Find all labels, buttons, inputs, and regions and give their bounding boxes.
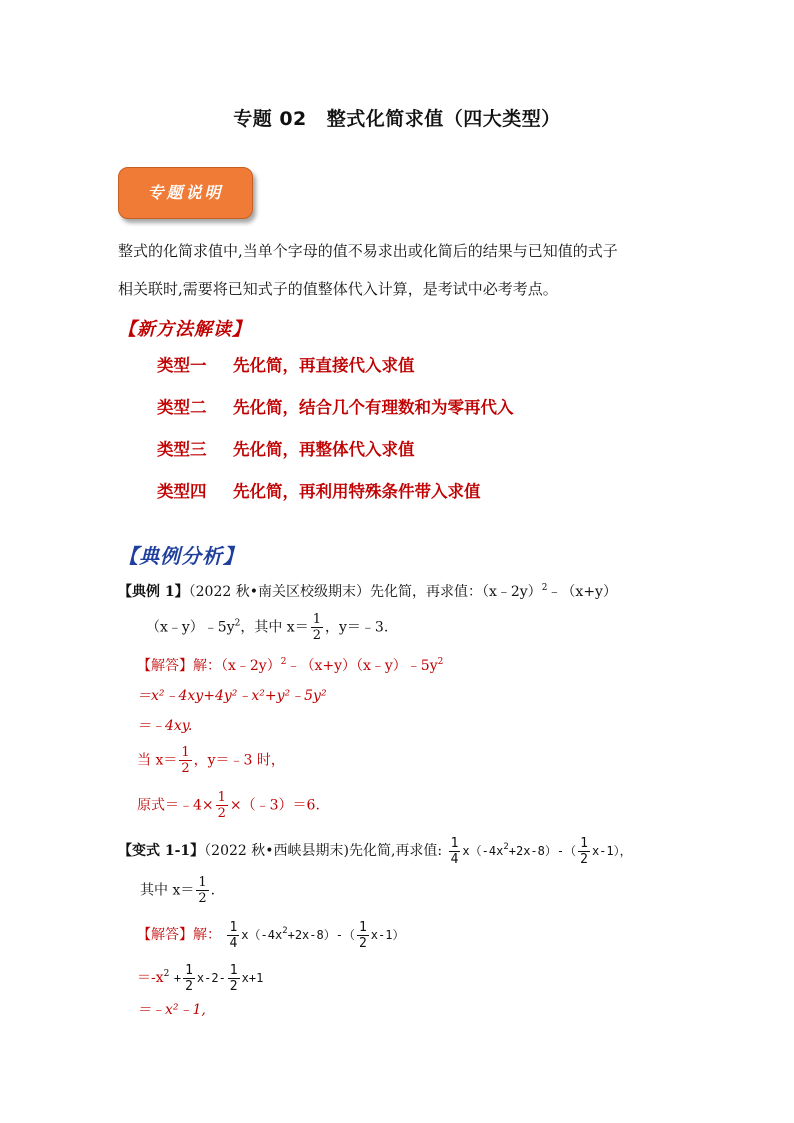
- condition-prefix: 其中 x＝: [140, 882, 195, 899]
- variant1-answer-line2-expression: [173, 963, 264, 994]
- exponent: 2: [280, 657, 287, 667]
- fraction-denominator: 2: [358, 936, 367, 951]
- fraction-denominator: 2: [580, 852, 588, 867]
- fraction-numerator: 1: [312, 612, 321, 627]
- fraction-denominator: 2: [217, 806, 226, 821]
- fraction-one-half: [196, 875, 208, 906]
- type-name: 类型一: [157, 356, 207, 375]
- example1-expr-c: （x﹣y）﹣5y: [146, 619, 235, 636]
- type-name: 类型三: [157, 440, 207, 459]
- method-heading: 【新方法解读】: [118, 319, 251, 340]
- example1-expr-a: （x﹣2y）: [481, 584, 542, 600]
- type-description: 先化简，再利用特殊条件带入求值: [233, 482, 481, 501]
- answer-expr: 原式＝﹣4×: [137, 797, 214, 814]
- fraction-one-half: [357, 920, 369, 951]
- expr-part: x（-4x: [462, 844, 504, 858]
- expr-part: x（-4x: [241, 928, 283, 942]
- answer-prefix: 解：: [193, 927, 221, 943]
- fraction-numerator: 1: [217, 790, 226, 805]
- exponent: 2: [163, 969, 170, 979]
- fraction-denominator: 4: [229, 936, 238, 951]
- fraction-one-half: [578, 836, 590, 867]
- expr-part: +2x-8）-（: [508, 844, 577, 858]
- type-description: 先化简，结合几个有理数和为零再代入: [233, 398, 514, 417]
- variant1-expression: [447, 836, 632, 867]
- answer-label: 【解答】: [137, 927, 193, 943]
- type-name: 类型四: [157, 482, 207, 501]
- exponent: 2: [503, 842, 509, 852]
- variant1-question-line2: [140, 875, 215, 906]
- example1-expr-b: ﹣（x+y）: [547, 584, 617, 600]
- fraction-denominator: 2: [181, 761, 190, 776]
- fraction-numerator: 1: [358, 920, 367, 935]
- exponent: 2: [541, 583, 548, 593]
- title-topic-name: 整式化简求值（四大类型）: [326, 108, 561, 130]
- example1-label: 【典例 1】: [118, 584, 189, 600]
- fraction-one-half: [311, 612, 323, 643]
- answer-expr: （x﹣2y）: [221, 658, 281, 674]
- example1-answer-line5: [137, 790, 320, 821]
- intro-line-2: 相关联时,需要将已知式子的值整体代入计算，是考试中必考考点。: [118, 280, 558, 298]
- exponent: 2: [234, 618, 241, 629]
- answer-expr: ×（﹣3）＝6.: [229, 797, 320, 814]
- fraction-numerator: 1: [450, 836, 459, 851]
- fraction-denominator: 2: [185, 979, 193, 994]
- example1-answer-line1: [137, 656, 443, 676]
- exponent: 2: [282, 926, 288, 936]
- fraction-one-half: [183, 963, 195, 994]
- example1-answer-line3: ＝﹣4xy.: [137, 718, 193, 734]
- fraction-one-quarter: [227, 920, 239, 951]
- example1-question-line2: [146, 612, 388, 643]
- fraction-one-half: [179, 745, 191, 776]
- type-list: [157, 352, 514, 520]
- answer-expr: ﹣（x+y）（x﹣y）﹣5y: [286, 658, 438, 674]
- example1-source: （2022 秋•南关区校级期末）先化简，再求值：: [188, 584, 482, 600]
- intro-line-1: 整式的化简求值中,当单个字母的值不易求出或化简后的结果与已知值的式子: [118, 242, 618, 260]
- variant1-source: （2022 秋•西峡县期末)先化简,再求值:: [204, 843, 443, 859]
- fraction-numerator: 1: [185, 963, 193, 978]
- example1-condition-prefix: ，其中 x＝: [240, 619, 309, 636]
- expr-part: x-2-: [196, 971, 226, 985]
- fraction-numerator: 1: [229, 963, 238, 978]
- expr-part: +2x-8）-（: [287, 928, 355, 942]
- expr-part: ＝-x: [137, 970, 164, 986]
- example1-question-line1: [118, 582, 617, 602]
- fraction-numerator: 1: [198, 875, 207, 890]
- expr-part: x+1: [241, 971, 264, 985]
- topic-description-badge: 专题说明: [118, 167, 253, 219]
- title-topic-number: 专题 02: [233, 108, 307, 130]
- type-description: 先化简，再直接代入求值: [233, 356, 415, 375]
- intro-paragraph: [118, 232, 678, 308]
- type-item: [157, 352, 514, 394]
- variant1-answer-line1: [137, 920, 404, 951]
- fraction-numerator: 1: [229, 920, 238, 935]
- fraction-denominator: 2: [312, 628, 321, 643]
- fraction-numerator: 1: [181, 745, 190, 760]
- variant1-answer-expression: [225, 920, 405, 951]
- fraction-numerator: 1: [580, 836, 588, 851]
- type-item: [157, 394, 514, 436]
- example1-answer-line2: ＝x²﹣4xy+4y²﹣x²+y²﹣5y²: [137, 688, 327, 704]
- fraction-one-half: [228, 963, 240, 994]
- example-heading: 【典例分析】: [118, 544, 244, 568]
- expr-part: x-1）: [370, 928, 405, 942]
- type-item: [157, 478, 514, 520]
- expr-part: +: [173, 971, 182, 985]
- fraction-denominator: 2: [198, 891, 207, 906]
- variant1-question-line1: [118, 836, 632, 867]
- fraction-one-quarter: [449, 836, 461, 867]
- answer-expr: 当 x＝: [137, 752, 178, 769]
- answer-label: 【解答】: [137, 658, 193, 674]
- expr-part: x-1），: [591, 844, 632, 858]
- type-item: [157, 436, 514, 478]
- answer-expr: ，y＝﹣3 时，: [193, 752, 285, 769]
- fraction-denominator: 2: [229, 979, 238, 994]
- fraction-one-half: [216, 790, 228, 821]
- example1-answer-line4: [137, 745, 285, 776]
- example1-condition-suffix: ，y＝﹣3.: [325, 619, 389, 636]
- variant1-label: 【变式 1-1】: [118, 843, 205, 859]
- variant1-answer-line3: ＝﹣x²﹣1,: [137, 1002, 206, 1018]
- type-name: 类型二: [157, 398, 207, 417]
- type-description: 先化简，再整体代入求值: [233, 440, 415, 459]
- condition-suffix: .: [210, 882, 216, 899]
- answer-prefix: 解：: [193, 658, 221, 674]
- exponent: 2: [437, 657, 444, 667]
- fraction-denominator: 4: [450, 852, 459, 867]
- page-title: [0, 104, 794, 131]
- variant1-answer-line2: [137, 963, 263, 994]
